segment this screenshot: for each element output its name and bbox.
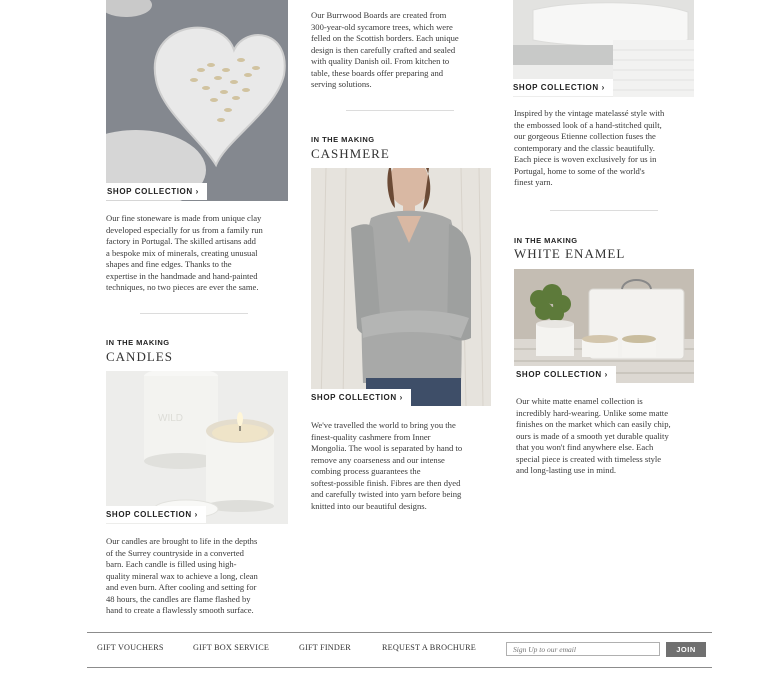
text-line: Mongolia. The wool is separated by hand to <box>311 443 463 453</box>
cashmere-description <box>311 420 501 512</box>
text-line: barn. Each candle is filled using high- <box>106 559 237 569</box>
text-line: with quality Danish oil. From kitchen to <box>311 56 450 66</box>
text-line: We've travelled the world to bring you the <box>311 420 456 430</box>
enamel-kicker: IN THE MAKING <box>514 236 578 245</box>
enamel-shop-collection-link[interactable]: SHOP COLLECTION › <box>513 366 616 383</box>
text-line: hand to create a flawlessly smooth surface. <box>106 605 254 615</box>
text-line: serving solutions. <box>311 79 372 89</box>
text-line: a bespoke mix of minerals, creating unusual <box>106 247 258 258</box>
candles-photo <box>106 371 288 524</box>
text-line: special piece is created with timeless style <box>516 453 662 464</box>
text-line: techniques, no two pieces are ever the same. <box>106 282 259 292</box>
text-line: ours is made of a smooth yet durable quality <box>516 430 669 441</box>
stoneware-image[interactable] <box>106 0 288 201</box>
enamel-heading: WHITE ENAMEL <box>514 246 626 261</box>
text-line: finest-quality cashmere from Inner <box>311 431 431 442</box>
text-line: table, these boards offer preparing and <box>311 67 444 78</box>
candles-description <box>106 536 296 617</box>
text-line: Our Burrwood Boards are created from <box>311 10 447 20</box>
candles-shop-collection-link[interactable]: SHOP COLLECTION › <box>103 506 206 523</box>
footer-link-request-brochure[interactable]: REQUEST A BROCHURE <box>382 643 476 652</box>
text-line: Our candles are brought to life in the depths <box>106 536 258 546</box>
text-line: and long-lasting use in mind. <box>516 465 617 475</box>
text-line: combing process guarantees the <box>311 466 421 476</box>
text-line: finishes on the market which can easily chip, <box>516 419 671 429</box>
text-line: Our fine stoneware is made from unique clay <box>106 213 262 223</box>
text-line: felled on the Scottish borders. Each unique <box>311 33 459 43</box>
text-line: Each piece is woven exclusively for us in <box>514 154 657 164</box>
svg-text:WILD: WILD <box>158 413 183 424</box>
bedding-shop-collection-link[interactable]: SHOP COLLECTION › <box>510 79 613 96</box>
stoneware-description <box>106 213 296 294</box>
boards-description <box>311 10 501 91</box>
text-line: and even burn. After cooling and setting for <box>106 582 257 592</box>
text-line: shapes and fine edges. Thanks to the <box>106 259 232 269</box>
text-line: of the Surrey countryside in a converted <box>106 547 244 558</box>
section-divider <box>140 313 248 314</box>
text-line: remove any coarseness and our intense <box>311 454 445 465</box>
text-line: our gorgeous Etienne collection fuses the <box>514 131 656 141</box>
email-signup-input[interactable] <box>506 642 660 656</box>
footer-link-gift-vouchers[interactable]: GIFT VOUCHERS <box>97 643 164 652</box>
cashmere-kicker: IN THE MAKING <box>311 135 375 144</box>
text-line: Inspired by the vintage matelassé style with <box>514 108 665 118</box>
text-line: Our white matte enamel collection is <box>516 396 643 406</box>
text-line: 300-year-old sycamore trees, which were <box>311 21 453 32</box>
join-button[interactable]: JOIN <box>666 642 706 657</box>
text-line: quality mineral wax to achieve a long, clean <box>106 570 258 581</box>
cashmere-heading: CASHMERE <box>311 146 390 161</box>
text-line: softest-possible finish. Fibres are then dyed <box>311 477 461 488</box>
candles-heading: CANDLES <box>106 349 173 364</box>
text-line: factory in Portugal. The skilled artisans add <box>106 236 256 246</box>
text-line: finest yarn. <box>514 177 553 187</box>
cashmere-image[interactable] <box>311 168 491 406</box>
text-line: developed especially for us from a family run <box>106 224 263 235</box>
cashmere-photo <box>311 168 491 406</box>
candles-kicker: IN THE MAKING <box>106 338 170 347</box>
enamel-description <box>516 396 706 477</box>
text-line: contemporary and the classic beautifully. <box>514 142 655 153</box>
text-line: the embossed look of a hand-stitched quilt, <box>514 119 662 130</box>
text-line: that you won't find anywhere else. Each <box>516 442 654 452</box>
footer-top-rule <box>87 632 712 633</box>
cashmere-shop-collection-link[interactable]: SHOP COLLECTION › <box>308 389 411 406</box>
text-line: incredibly hard-wearing. Unlike some matte <box>516 407 669 418</box>
text-line: 48 hours, the candles are flame flashed by <box>106 593 251 604</box>
text-line: and carefully twisted into yarn before being <box>311 489 462 499</box>
footer-link-gift-box-service[interactable]: GIFT BOX SERVICE <box>193 643 270 652</box>
candles-image[interactable] <box>106 371 288 524</box>
stoneware-shop-collection-link[interactable]: SHOP COLLECTION › <box>104 183 207 200</box>
text-line: knitted into our beautiful designs. <box>311 500 427 511</box>
bedding-description <box>514 108 704 189</box>
stoneware-photo <box>106 0 288 201</box>
section-divider <box>346 110 454 111</box>
footer-bottom-rule <box>87 667 712 668</box>
section-divider <box>550 210 658 211</box>
text-line: Portugal, home to some of the world's <box>514 165 645 176</box>
footer-link-gift-finder[interactable]: GIFT FINDER <box>299 643 351 652</box>
text-line: design is then carefully crafted and sealed <box>311 44 456 55</box>
text-line: expertise in the handmade and hand-painted <box>106 270 258 281</box>
